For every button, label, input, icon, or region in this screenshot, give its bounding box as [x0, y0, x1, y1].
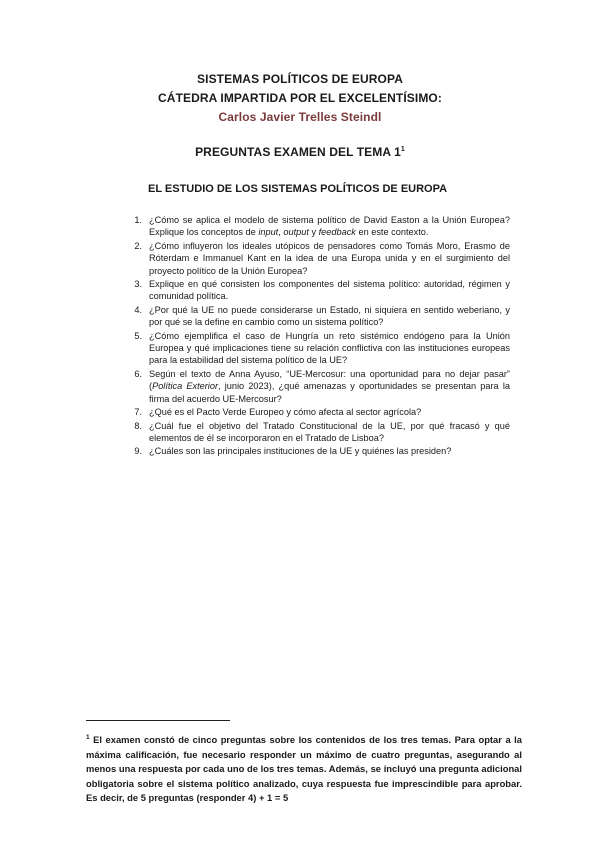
- footnote-divider: [86, 720, 230, 721]
- question-number: 3.: [134, 279, 142, 290]
- question-text: ¿Cuál fue el objetivo del Tratado Constitucional de la UE, por qué fracasó y qué elementos de él se incorporaron en el Tratado de Lisboa?: [149, 420, 510, 443]
- course-title: SISTEMAS POLÍTICOS DE EUROPA: [197, 72, 403, 86]
- question-item: [118, 214, 510, 239]
- footnote-text: El examen constó de cinco preguntas sobre los contenidos de los tres temas. Para optar a la máxima calificación, fue necesario responder un máximo de cuatro preguntas, asegurando al menos una respuesta por cada uno de los tres temas. Además, se incluyó una pregunta adicional obligatoria sobre el sistema político analizado, cuya respuesta fue imprescindible para aprobar. Es decir, de 5 preguntas (responder 4) + 1 = 5: [86, 734, 522, 804]
- chair-line: CÁTEDRA IMPARTIDA POR EL EXCELENTÍSIMO:: [158, 91, 442, 105]
- question-text: Según el texto de Anna Ayuso, “UE-Mercosur: una oportunidad para no dejar pasar” (Política Exterior, junio 2023), ¿qué amenazas y oportunidades se presentan para la firma del acuerdo UE-Mercosur?: [149, 368, 510, 404]
- question-text: ¿Cómo ejemplifica el caso de Hungría un reto sistémico endógeno para la Unión Europea y qué implicaciones tiene su relación conflictiva con las instituciones europeas para la estabilidad del sistema político de la UE?: [149, 330, 510, 366]
- footnote: [86, 733, 522, 806]
- footnote-marker: 1: [86, 733, 90, 741]
- question-item: [118, 240, 510, 277]
- exam-title-text: PREGUNTAS EXAMEN DEL TEMA 1: [195, 145, 401, 159]
- exam-title: [0, 145, 600, 159]
- question-text: ¿Cómo influyeron los ideales utópicos de pensadores como Tomás Moro, Erasmo de Róterdam e Immanuel Kant en la idea de una Europa unida y en el surgimiento del proyecto político de la Unión Europea?: [149, 240, 510, 276]
- question-number: 8.: [134, 420, 142, 431]
- question-number: 5.: [134, 330, 142, 341]
- question-number: 6.: [134, 368, 142, 379]
- footnote-reference[interactable]: 1: [400, 146, 405, 153]
- question-item: [118, 278, 510, 303]
- question-item: [118, 304, 510, 329]
- question-item: [118, 406, 510, 418]
- question-item: [118, 330, 510, 367]
- section-heading: EL ESTUDIO DE LOS SISTEMAS POLÍTICOS DE EUROPA: [148, 183, 448, 195]
- question-item: [118, 445, 510, 457]
- professor-name: Carlos Javier Trelles Steindl: [218, 110, 382, 124]
- question-number: 7.: [134, 407, 142, 418]
- question-text: Explique en qué consisten los componentes del sistema político: autoridad, régimen y comunidad política.: [149, 279, 510, 302]
- question-number: 1.: [134, 215, 142, 225]
- question-number: 9.: [134, 446, 142, 457]
- question-text: ¿Qué es el Pacto Verde Europeo y cómo afecta al sector agrícola?: [149, 407, 422, 418]
- question-list: [118, 214, 510, 459]
- question-text: ¿Cómo se aplica el modelo de sistema político de David Easton a la Unión Europea? Explique los conceptos de input, output y feedback en este contexto.: [149, 215, 510, 238]
- question-number: 4.: [134, 304, 142, 315]
- question-item: [118, 420, 510, 445]
- question-item: [118, 368, 510, 405]
- question-text: ¿Por qué la UE no puede considerarse un Estado, ni siquiera en sentido weberiano, y por qué se la define en cambio como un sistema político?: [149, 304, 510, 328]
- question-number: 2.: [134, 240, 142, 251]
- question-text: ¿Cuáles son las principales instituciones de la UE y quiénes las presiden?: [149, 446, 452, 457]
